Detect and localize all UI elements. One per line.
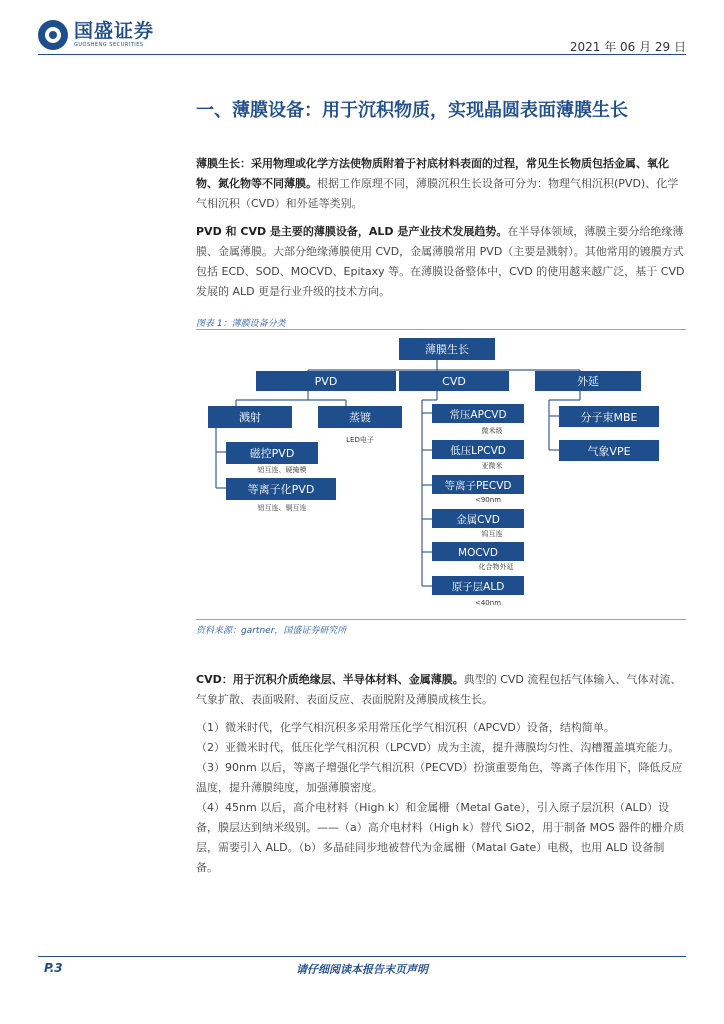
node-evaporation-label: 蒸镀 <box>349 411 371 424</box>
company-logo <box>38 20 154 50</box>
node-cvd-label: CVD <box>442 375 466 388</box>
node-lpcvd-label: 低压LPCVD <box>450 445 506 457</box>
page-header <box>38 18 686 54</box>
node-mocvd-label: MOCVD <box>458 547 498 559</box>
node-ionized-pvd-label: 等离子化PVD <box>247 483 315 496</box>
node-ald-note: <40nm <box>474 599 502 607</box>
report-date: 2021 年 06 月 29 日 <box>569 40 686 54</box>
footer-disclaimer: 请仔细阅读本报告末页声明 <box>296 963 428 976</box>
node-metal-cvd-label: 金属CVD <box>456 514 500 526</box>
list-item: （3）90nm 以后，等离子增强化学气相沉积（PECVD）扮演重要角色，等离子体作用下，降低反应温度，提升薄膜纯度，加强薄膜密度。 <box>196 761 683 794</box>
paragraph-pvd-cvd <box>196 222 686 302</box>
list-item: （2）亚微米时代，低压化学气相沉积（LPCVD）成为主流，提升薄膜均匀性、沟槽覆盖填充能力。 <box>196 741 680 754</box>
node-magnetron-pvd-label: 磁控PVD <box>249 447 295 460</box>
logo-name-cn: 国盛证券 <box>74 20 155 42</box>
list-item: （4）45nm 以后，高介电材料（High k）和金属栅（Metal Gate），引入原子层沉积（ALD）设备，膜层达到纳米级别。——（a）高介电材料（High k）替代 SiO2，用于制备 MOS 器件的栅介质层，需要引入 ALD。（b）多晶硅同步地被替代为金属栅（Matal Gate）电极，也用 ALD 设备制备。 <box>196 801 685 874</box>
node-evaporation-note: LED电子 <box>346 436 374 444</box>
figure-source: 资料来源：gartner，国盛证券研究所 <box>196 626 347 636</box>
figure-caption: 图表 1：薄膜设备分类 <box>196 319 286 329</box>
node-mocvd-note: 化合物外延 <box>478 563 514 571</box>
node-pecvd-label: 等离子PECVD <box>444 480 512 492</box>
paragraph-lead: PVD 和 CVD 是主要的薄膜设备，ALD 是产业技术发展趋势。 <box>196 225 508 238</box>
footer-divider <box>38 956 686 957</box>
node-metal-cvd-note: 钨互连 <box>481 530 503 538</box>
node-magnetron-pvd-note: 铝互连、硬掩模 <box>257 466 307 474</box>
node-sputter-label: 溅射 <box>239 411 261 424</box>
figure-bottom-rule <box>196 619 686 620</box>
node-vpe-label: 气象VPE <box>587 445 631 458</box>
logo-icon <box>38 20 68 50</box>
paragraph-body: 根据工作原理不同，薄膜沉积生长设备可分为：物理气相沉积(PVD)、化学气相沉积（CVD）和外延等类别。 <box>196 177 679 210</box>
node-ald-label: 原子层ALD <box>451 581 505 593</box>
node-ionized-pvd-note: 铝互连、铜互连 <box>257 504 307 512</box>
list-item: （1）微米时代，化学气相沉积多采用常压化学气相沉积（APCVD）设备，结构简单。 <box>196 721 615 734</box>
node-pvd-label: PVD <box>314 375 338 388</box>
node-apcvd-note: 微米级 <box>481 427 503 435</box>
node-apcvd-label: 常压APCVD <box>449 409 507 421</box>
paragraph-body: 在半导体领域，薄膜主要分给绝缘薄膜、金属薄膜。大部分绝缘薄膜使用 CVD，金属薄膜常用 PVD（主要是溅射）。其他常用的镀膜方式包括 ECD、SOD、MOCVD、Epitaxy 等。在薄膜设备整体中，CVD 的使用越来越广泛，基于 CVD 发展的 ALD 更是行业升级的技术方向。 <box>196 225 685 298</box>
paragraph-lead: 薄膜生长：采用物理或化学方法使物质附着于衬底材料表面的过程，常见生长物质包括金属、氧化物、氮化物等不同薄膜。 <box>196 157 669 190</box>
node-lpcvd-note: 亚微米 <box>481 462 503 470</box>
logo-name-en: GUOSHENG SECURITIES <box>74 42 144 48</box>
node-pecvd-note: <90nm <box>474 496 502 504</box>
paragraph-thin-film-growth <box>196 154 686 214</box>
node-root-label: 薄膜生长 <box>425 343 469 356</box>
cvd-history-list <box>196 718 686 878</box>
page-number: P.3 <box>44 961 63 975</box>
paragraph-cvd <box>196 670 686 710</box>
node-epitaxy-label: 外延 <box>577 375 599 388</box>
paragraph-lead: CVD：用于沉积介质绝缘层、半导体材料、金属薄膜。 <box>196 673 464 686</box>
header-divider <box>38 54 686 55</box>
paragraph-body: 典型的 CVD 流程包括气体输入、气体对流、气象扩散、表面吸附、表面反应、表面脱附及薄膜成核生长。 <box>196 673 682 706</box>
node-mbe-label: 分子束MBE <box>580 411 638 424</box>
thin-film-equipment-diagram <box>196 330 686 619</box>
section-title: 一、薄膜设备：用于沉积物质，实现晶圆表面薄膜生长 <box>196 100 628 121</box>
